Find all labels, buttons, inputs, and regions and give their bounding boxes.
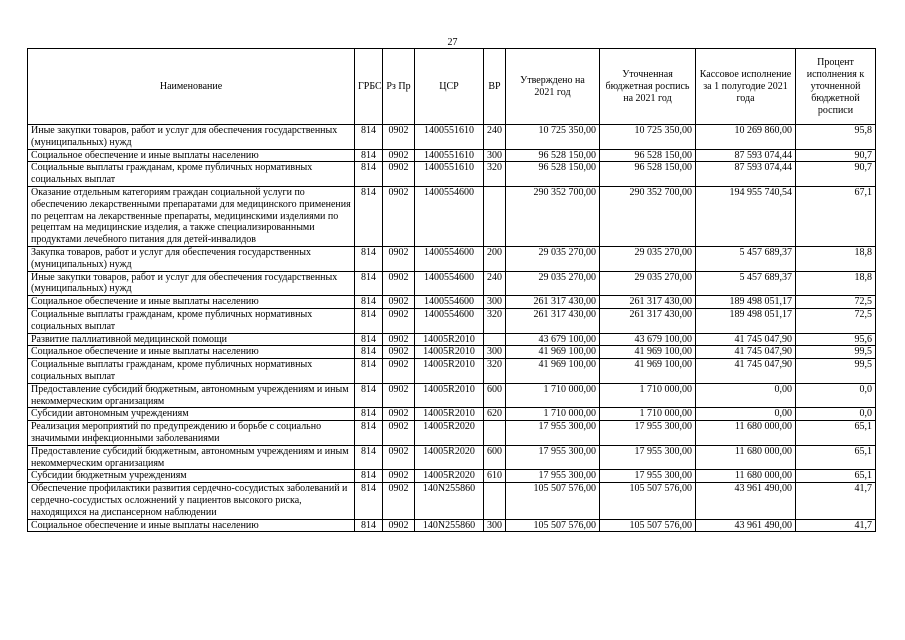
cell-vr: 600 — [484, 445, 506, 470]
table-row — [28, 483, 876, 519]
cell-refined: 96 528 150,00 — [600, 162, 696, 187]
cell-csr: 140N255860 — [415, 483, 484, 519]
cell-vr: 620 — [484, 408, 506, 421]
cell-approved: 261 317 430,00 — [506, 296, 600, 309]
cell-vr: 200 — [484, 246, 506, 271]
header-percent: Процент исполнения к уточненной бюджетной росписи — [796, 49, 876, 125]
header-grbs: ГРБС — [355, 49, 383, 125]
table-row — [28, 421, 876, 446]
cell-approved: 96 528 150,00 — [506, 149, 600, 162]
cell-csr: 1400554600 — [415, 246, 484, 271]
cell-approved: 261 317 430,00 — [506, 308, 600, 333]
cell-percent: 0,0 — [796, 383, 876, 408]
table-row — [28, 149, 876, 162]
cell-csr: 14005R2010 — [415, 333, 484, 346]
cell-executed: 87 593 074,44 — [696, 162, 796, 187]
cell-csr: 14005R2020 — [415, 470, 484, 483]
cell-name: Реализация мероприятий по предупреждению и борьбе с социально значимыми инфекционными заболеваниями — [28, 421, 355, 446]
cell-executed: 0,00 — [696, 408, 796, 421]
table-row — [28, 296, 876, 309]
cell-percent: 65,1 — [796, 421, 876, 446]
cell-refined: 29 035 270,00 — [600, 271, 696, 296]
cell-grbs: 814 — [355, 162, 383, 187]
table-row — [28, 519, 876, 532]
cell-executed: 189 498 051,17 — [696, 308, 796, 333]
header-name: Наименование — [28, 49, 355, 125]
cell-rzpr: 0902 — [383, 296, 415, 309]
cell-refined: 105 507 576,00 — [600, 483, 696, 519]
cell-grbs: 814 — [355, 383, 383, 408]
cell-executed: 194 955 740,54 — [696, 186, 796, 246]
table-row — [28, 383, 876, 408]
cell-percent: 95,6 — [796, 333, 876, 346]
cell-csr: 14005R2010 — [415, 408, 484, 421]
cell-approved: 29 035 270,00 — [506, 246, 600, 271]
cell-vr — [484, 483, 506, 519]
table-row — [28, 246, 876, 271]
cell-executed: 87 593 074,44 — [696, 149, 796, 162]
cell-name: Предоставление субсидий бюджетным, автономным учреждениям и иным некоммерческим организациям — [28, 445, 355, 470]
header-executed: Кассовое исполнение за 1 полугодие 2021 года — [696, 49, 796, 125]
cell-executed: 0,00 — [696, 383, 796, 408]
cell-grbs: 814 — [355, 445, 383, 470]
cell-refined: 17 955 300,00 — [600, 470, 696, 483]
cell-name: Социальное обеспечение и иные выплаты населению — [28, 519, 355, 532]
header-vr: ВР — [484, 49, 506, 125]
cell-rzpr: 0902 — [383, 408, 415, 421]
cell-grbs: 814 — [355, 296, 383, 309]
cell-vr — [484, 186, 506, 246]
cell-name: Иные закупки товаров, работ и услуг для обеспечения государственных (муниципальных) нужд — [28, 271, 355, 296]
cell-executed: 5 457 689,37 — [696, 246, 796, 271]
cell-refined: 105 507 576,00 — [600, 519, 696, 532]
cell-percent: 95,8 — [796, 125, 876, 150]
cell-rzpr: 0902 — [383, 483, 415, 519]
cell-vr: 320 — [484, 308, 506, 333]
cell-name: Оказание отдельным категориям граждан социальной услуги по обеспечению лекарственными препаратами для медицинского применения по рецептам на лекарственные препараты, медицинскими изделиями по рецептам на медицинские изделия, а также специализированными продуктами лечебного питания для детей-инвалидов — [28, 186, 355, 246]
cell-name: Субсидии автономным учреждениям — [28, 408, 355, 421]
cell-refined: 41 969 100,00 — [600, 359, 696, 384]
cell-executed: 189 498 051,17 — [696, 296, 796, 309]
cell-percent: 90,7 — [796, 162, 876, 187]
cell-name: Субсидии бюджетным учреждениям — [28, 470, 355, 483]
cell-grbs: 814 — [355, 271, 383, 296]
cell-refined: 17 955 300,00 — [600, 421, 696, 446]
cell-rzpr: 0902 — [383, 333, 415, 346]
cell-vr: 300 — [484, 296, 506, 309]
cell-approved: 105 507 576,00 — [506, 519, 600, 532]
cell-name: Обеспечение профилактики развития сердечно-сосудистых заболеваний и сердечно-сосудистых осложнений у пациентов высокого риска, находящихся на диспансерном наблюдении — [28, 483, 355, 519]
cell-name: Социальное обеспечение и иные выплаты населению — [28, 296, 355, 309]
cell-grbs: 814 — [355, 346, 383, 359]
cell-rzpr: 0902 — [383, 383, 415, 408]
cell-name: Социальное обеспечение и иные выплаты населению — [28, 149, 355, 162]
header-approved: Утверждено на 2021 год — [506, 49, 600, 125]
budget-table — [27, 48, 876, 532]
cell-name: Развитие паллиативной медицинской помощи — [28, 333, 355, 346]
cell-approved: 41 969 100,00 — [506, 346, 600, 359]
cell-vr: 240 — [484, 125, 506, 150]
cell-approved: 105 507 576,00 — [506, 483, 600, 519]
cell-name: Социальные выплаты гражданам, кроме публичных нормативных социальных выплат — [28, 308, 355, 333]
cell-csr: 140N255860 — [415, 519, 484, 532]
cell-grbs: 814 — [355, 333, 383, 346]
table-row — [28, 308, 876, 333]
cell-percent: 99,5 — [796, 359, 876, 384]
cell-percent: 0,0 — [796, 408, 876, 421]
cell-grbs: 814 — [355, 470, 383, 483]
table-row — [28, 186, 876, 246]
table-row — [28, 359, 876, 384]
cell-refined: 41 969 100,00 — [600, 346, 696, 359]
table-row — [28, 271, 876, 296]
cell-refined: 290 352 700,00 — [600, 186, 696, 246]
cell-rzpr: 0902 — [383, 162, 415, 187]
page-number: 27 — [447, 37, 458, 48]
cell-refined: 10 725 350,00 — [600, 125, 696, 150]
header-refined: Уточненная бюджетная роспись на 2021 год — [600, 49, 696, 125]
cell-executed: 41 745 047,90 — [696, 346, 796, 359]
cell-name: Социальные выплаты гражданам, кроме публичных нормативных социальных выплат — [28, 162, 355, 187]
cell-rzpr: 0902 — [383, 186, 415, 246]
table-row — [28, 333, 876, 346]
cell-vr: 600 — [484, 383, 506, 408]
cell-csr: 1400551610 — [415, 149, 484, 162]
cell-refined: 1 710 000,00 — [600, 408, 696, 421]
cell-executed: 11 680 000,00 — [696, 421, 796, 446]
cell-grbs: 814 — [355, 308, 383, 333]
cell-rzpr: 0902 — [383, 359, 415, 384]
cell-approved: 10 725 350,00 — [506, 125, 600, 150]
cell-percent: 99,5 — [796, 346, 876, 359]
cell-percent: 41,7 — [796, 483, 876, 519]
cell-approved: 290 352 700,00 — [506, 186, 600, 246]
cell-executed: 41 745 047,90 — [696, 333, 796, 346]
cell-rzpr: 0902 — [383, 308, 415, 333]
cell-grbs: 814 — [355, 519, 383, 532]
cell-grbs: 814 — [355, 421, 383, 446]
cell-refined: 17 955 300,00 — [600, 445, 696, 470]
cell-approved: 96 528 150,00 — [506, 162, 600, 187]
cell-executed: 41 745 047,90 — [696, 359, 796, 384]
cell-csr: 14005R2020 — [415, 421, 484, 446]
cell-grbs: 814 — [355, 359, 383, 384]
cell-csr: 1400551610 — [415, 162, 484, 187]
cell-vr: 610 — [484, 470, 506, 483]
cell-vr — [484, 333, 506, 346]
cell-name: Иные закупки товаров, работ и услуг для обеспечения государственных (муниципальных) нужд — [28, 125, 355, 150]
cell-percent: 65,1 — [796, 445, 876, 470]
cell-approved: 1 710 000,00 — [506, 383, 600, 408]
table-row — [28, 408, 876, 421]
cell-grbs: 814 — [355, 149, 383, 162]
table-row — [28, 346, 876, 359]
cell-csr: 1400551610 — [415, 125, 484, 150]
cell-name: Социальные выплаты гражданам, кроме публичных нормативных социальных выплат — [28, 359, 355, 384]
cell-refined: 29 035 270,00 — [600, 246, 696, 271]
table-row — [28, 162, 876, 187]
cell-percent: 90,7 — [796, 149, 876, 162]
cell-refined: 43 679 100,00 — [600, 333, 696, 346]
table-row — [28, 470, 876, 483]
cell-csr: 1400554600 — [415, 271, 484, 296]
table-row — [28, 445, 876, 470]
cell-approved: 1 710 000,00 — [506, 408, 600, 421]
cell-name: Закупка товаров, работ и услуг для обеспечения государственных (муниципальных) нужд — [28, 246, 355, 271]
table-row — [28, 125, 876, 150]
cell-vr: 300 — [484, 346, 506, 359]
cell-rzpr: 0902 — [383, 421, 415, 446]
cell-percent: 72,5 — [796, 296, 876, 309]
cell-csr: 1400554600 — [415, 186, 484, 246]
header-rzpr: Рз Пр — [383, 49, 415, 125]
cell-refined: 96 528 150,00 — [600, 149, 696, 162]
cell-approved: 29 035 270,00 — [506, 271, 600, 296]
cell-rzpr: 0902 — [383, 149, 415, 162]
header-csr: ЦСР — [415, 49, 484, 125]
cell-csr: 14005R2020 — [415, 445, 484, 470]
cell-percent: 65,1 — [796, 470, 876, 483]
cell-rzpr: 0902 — [383, 246, 415, 271]
cell-refined: 1 710 000,00 — [600, 383, 696, 408]
cell-rzpr: 0902 — [383, 445, 415, 470]
cell-vr: 240 — [484, 271, 506, 296]
cell-vr: 320 — [484, 359, 506, 384]
cell-executed: 5 457 689,37 — [696, 271, 796, 296]
cell-csr: 1400554600 — [415, 308, 484, 333]
cell-approved: 17 955 300,00 — [506, 470, 600, 483]
cell-executed: 11 680 000,00 — [696, 470, 796, 483]
cell-rzpr: 0902 — [383, 470, 415, 483]
cell-refined: 261 317 430,00 — [600, 308, 696, 333]
cell-grbs: 814 — [355, 125, 383, 150]
cell-executed: 11 680 000,00 — [696, 445, 796, 470]
cell-approved: 17 955 300,00 — [506, 445, 600, 470]
cell-grbs: 814 — [355, 246, 383, 271]
cell-csr: 14005R2010 — [415, 359, 484, 384]
cell-vr — [484, 421, 506, 446]
cell-csr: 1400554600 — [415, 296, 484, 309]
cell-executed: 43 961 490,00 — [696, 483, 796, 519]
cell-vr: 300 — [484, 149, 506, 162]
cell-approved: 17 955 300,00 — [506, 421, 600, 446]
cell-name: Социальное обеспечение и иные выплаты населению — [28, 346, 355, 359]
cell-approved: 43 679 100,00 — [506, 333, 600, 346]
cell-percent: 67,1 — [796, 186, 876, 246]
cell-refined: 261 317 430,00 — [600, 296, 696, 309]
cell-rzpr: 0902 — [383, 271, 415, 296]
cell-percent: 18,8 — [796, 246, 876, 271]
cell-executed: 10 269 860,00 — [696, 125, 796, 150]
cell-grbs: 814 — [355, 186, 383, 246]
cell-vr: 320 — [484, 162, 506, 187]
cell-name: Предоставление субсидий бюджетным, автономным учреждениям и иным некоммерческим организациям — [28, 383, 355, 408]
cell-percent: 72,5 — [796, 308, 876, 333]
cell-csr: 14005R2010 — [415, 383, 484, 408]
cell-csr: 14005R2010 — [415, 346, 484, 359]
cell-rzpr: 0902 — [383, 519, 415, 532]
cell-vr: 300 — [484, 519, 506, 532]
cell-grbs: 814 — [355, 408, 383, 421]
cell-executed: 43 961 490,00 — [696, 519, 796, 532]
cell-grbs: 814 — [355, 483, 383, 519]
table-header-row — [28, 49, 876, 125]
cell-rzpr: 0902 — [383, 346, 415, 359]
cell-rzpr: 0902 — [383, 125, 415, 150]
cell-percent: 18,8 — [796, 271, 876, 296]
cell-percent: 41,7 — [796, 519, 876, 532]
cell-approved: 41 969 100,00 — [506, 359, 600, 384]
